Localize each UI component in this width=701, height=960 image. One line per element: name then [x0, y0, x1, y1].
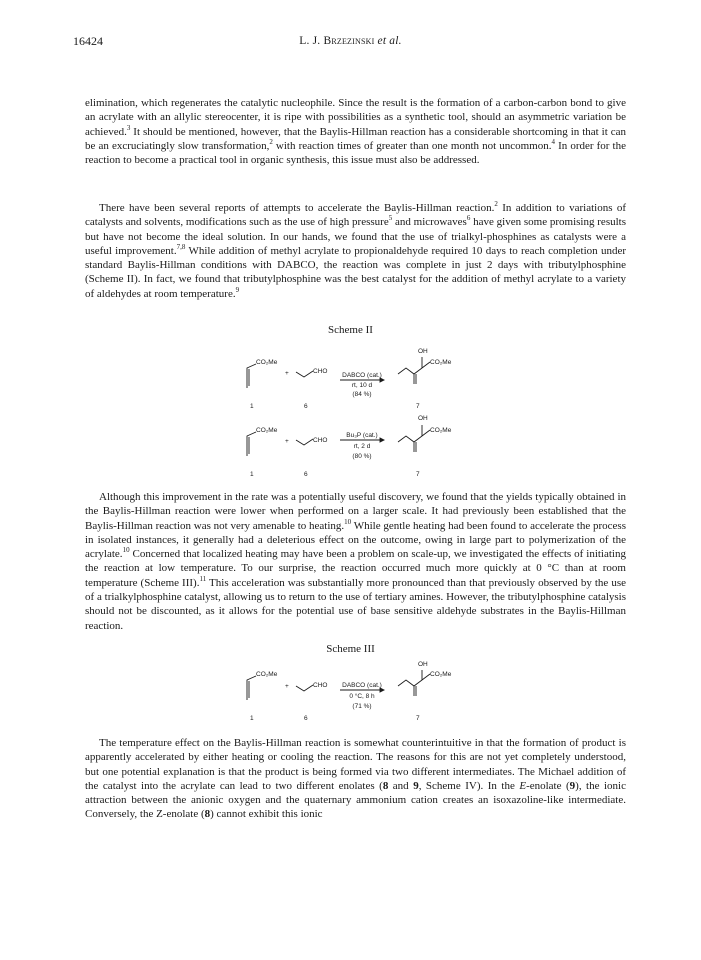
acrylate-structure [247, 432, 256, 456]
product-structure [398, 430, 430, 442]
page-number: 16424 [73, 34, 103, 48]
svg-text:6: 6 [304, 471, 308, 478]
svg-text:(80 %): (80 %) [352, 453, 372, 460]
citation: 2 [494, 200, 498, 208]
svg-text:CO₂Me: CO₂Me [256, 671, 278, 678]
citation: 3 [126, 123, 131, 132]
scheme-2-reaction-1 [0, 340, 701, 410]
paragraph-4: The temperature effect on the Baylis-Hillman reaction is somewhat counterintuitive in that the formation of product is apparently accelerated by either heating or cooling the reaction. The reasons for this are not yet completely understood, but one potential explanation is that the product is being formed via two different intermediates. The Michael addition of the catalyst into the acrylate can lead to two different enolates (8 and 9, Scheme IV). In the E-enolate (9), the ionic attraction between the anionic oxygen and the quaternary ammonium cation creates an isoxazoline-like intermediate. Conversely, the Z-enolate (8) cannot exhibit this ionic [85, 737, 626, 821]
svg-text:DABCO (cat.): DABCO (cat.) [342, 372, 382, 379]
citation: 5 [388, 214, 393, 223]
svg-text:CO₂Me: CO₂Me [430, 427, 452, 434]
svg-text:7: 7 [416, 403, 420, 410]
svg-text:+: + [285, 438, 289, 445]
paragraph-3: Although this improvement in the rate was a potentially useful discovery, we found that the yields typically obtained in the Baylis-Hillman reaction were lower when performed on a larger scale. It had previously been established that the Baylis-Hillman reaction was not very amenable to heating.$^{10}$ While gentle heating had been found to accelerate the process in isolated instances, it generally had a deleterious effect on the outcome, owing in large part to polymerization of the acrylate.$^{10}$ Concerned that localized heating may have been a problem on scale-up, we investigated the effects of initiating the reaction at low temperature. To our surprise, the reaction occurred much more quickly at 0 °C than at room temperature (Scheme III).$^{11}$ This acceleration was substantially more pronounced than that previously observed by the use of a trialkylphosphine catalyst, allowing us to return to the use of tertiary amines. However, the tributylphosphine catalysis should not be discounted, as it allows for the potential use of base sensitive aldehyde substrates in the Baylis-Hillman reaction. [85, 491, 626, 632]
scheme-2-reaction-2 [0, 408, 701, 478]
svg-text:rt, 10 d: rt, 10 d [351, 382, 373, 389]
citation: 10 [344, 517, 352, 526]
svg-text:CO₂Me: CO₂Me [256, 427, 278, 434]
scheme-3-title: Scheme III [326, 643, 375, 655]
svg-text:CO₂Me: CO₂Me [430, 671, 452, 678]
svg-text:+: + [285, 683, 289, 690]
svg-text:CHO: CHO [313, 437, 328, 444]
citation: 7,8 [176, 242, 186, 251]
svg-text:(71 %): (71 %) [352, 703, 372, 710]
svg-text:CHO: CHO [313, 682, 328, 689]
citation: 11 [199, 574, 207, 583]
running-header-authors: L. J. Brzezinski et al. [299, 35, 402, 47]
svg-text:rt, 2 d: rt, 2 d [353, 443, 371, 450]
acrylate-structure [247, 676, 256, 700]
svg-text:6: 6 [304, 715, 308, 722]
svg-text:CO₂Me: CO₂Me [430, 359, 452, 366]
svg-text:1: 1 [250, 715, 254, 722]
svg-text:OH: OH [418, 348, 428, 355]
svg-text:CHO: CHO [313, 368, 328, 375]
paragraph-1: elimination, which regenerates the catalytic nucleophile. Since the result is the formation of a carbon-carbon bond to give an acrylate with an allylic stereocenter, it is ripe with possibilities as a synthetic tool, should an asymmetric variation be achieved.$^3$ It should be mentioned, however, that the Baylis-Hillman reaction has a considerable shortcoming in that it can be an excruciatingly slow transformation,$^2$ with reaction times of greater than one month not uncommon.$^4$ In order for the reaction to become a practical tool in organic synthesis, this issue must also be addressed. [85, 97, 626, 167]
svg-text:7: 7 [416, 715, 420, 722]
citation: 2 [269, 137, 273, 146]
acrylate-structure [247, 364, 256, 388]
citation: 4 [551, 137, 555, 146]
citation: 6 [466, 214, 471, 223]
svg-text:(84 %): (84 %) [352, 391, 372, 398]
svg-text:Bu₃P (cat.): Bu₃P (cat.) [346, 432, 378, 439]
paragraph-2: There have been several reports of attempts to accelerate the Baylis-Hillman reaction.$^2$ In addition to variations of catalysts and solvents, modifications such as the use of high pressure$^5$ and microwaves$^6$ have given some promising results but have not become the ideal solution. In our hands, we found that the use of trialkyl-phosphines as catalysts were a useful improvement.$^{7,8}$ While addition of methyl acrylate to propionaldehyde required 10 days to reach completion under standard Baylis-Hillman conditions with DABCO, the reaction was complete in just 2 days with tributylphosphine (Scheme II). In fact, we found that tributylphosphine was the best catalyst for the addition of methyl acrylate to a variety of aldehydes at room temperature.$^9$ [85, 200, 627, 300]
scheme-2-title: Scheme II [328, 324, 373, 336]
svg-text:OH: OH [418, 415, 428, 422]
svg-text:6: 6 [304, 403, 308, 410]
scheme-3-reaction-1 [0, 656, 701, 726]
svg-text:0 °C, 8 h: 0 °C, 8 h [349, 693, 375, 700]
svg-text:7: 7 [416, 471, 420, 478]
propanal-structure [296, 371, 313, 377]
svg-text:DABCO (cat.): DABCO (cat.) [342, 682, 382, 689]
propanal-structure [296, 685, 313, 691]
svg-text:1: 1 [250, 471, 254, 478]
citation: 9 [235, 285, 240, 294]
propanal-structure [296, 439, 313, 445]
svg-text:+: + [285, 370, 289, 377]
svg-text:OH: OH [418, 661, 428, 668]
product-structure [398, 674, 430, 686]
citation: 10 [122, 546, 130, 555]
product-structure [398, 362, 430, 374]
svg-text:1: 1 [250, 403, 254, 410]
svg-text:CO₂Me: CO₂Me [256, 359, 278, 366]
